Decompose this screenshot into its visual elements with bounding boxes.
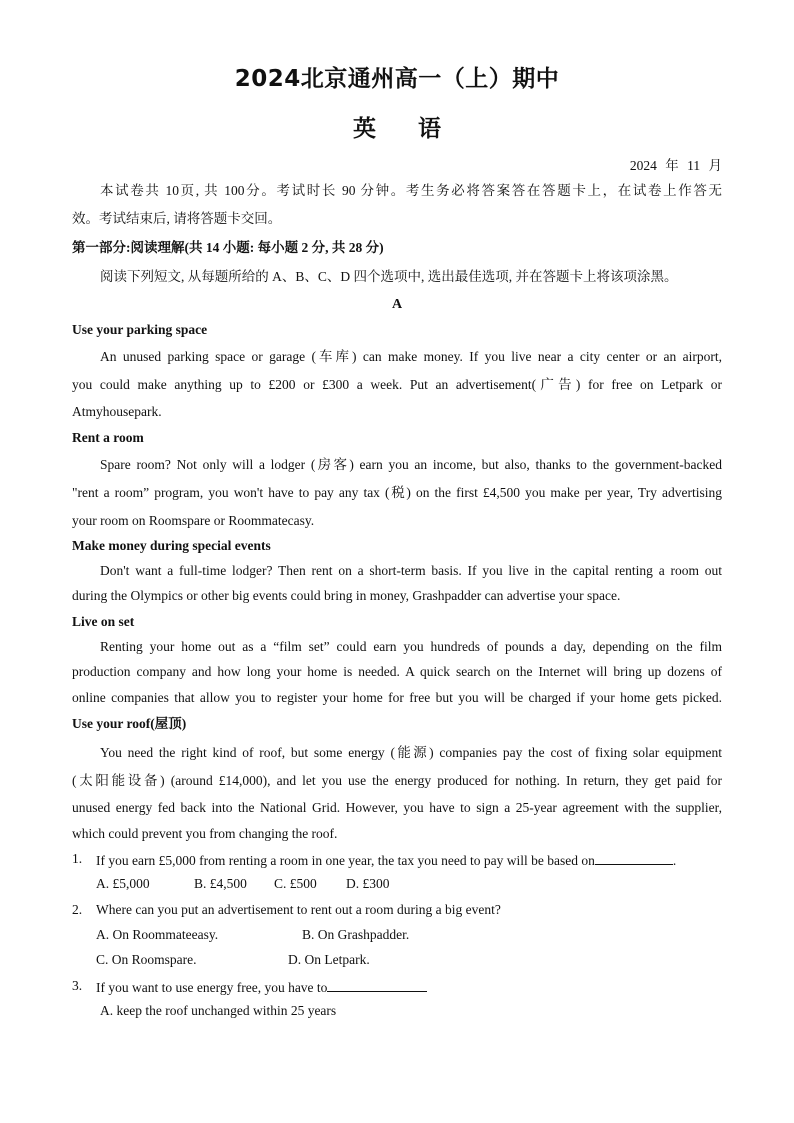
question-stem: If you want to use energy free, you have to	[96, 980, 328, 995]
question-stem: If you earn £5,000 from renting a room in one year, the tax you need to pay will be based on	[96, 853, 595, 868]
intro-line-2: 效。考试结束后, 请将答题卡交回。	[72, 211, 282, 226]
passage-heading: Live on set	[72, 614, 135, 629]
passage-heading: Rent a room	[72, 430, 144, 445]
subject-title: 英语	[353, 116, 483, 142]
option-a: A. On Roommateeasy.	[96, 927, 219, 942]
passage-line: You need the right kind of roof, but some energy (能源) companies pay the cost of fixing solar equipment	[100, 745, 722, 760]
option-b: B. On Grashpadder.	[302, 927, 410, 942]
option-c: C. £500	[274, 876, 317, 891]
question-2-text: Where can you put an advertisement to rent out a room during a big event?	[96, 902, 501, 917]
passage-heading: Make money during special events	[72, 538, 271, 553]
option-a: A. keep the roof unchanged within 25 years	[100, 1003, 337, 1018]
reading-instruction: 阅读下列短文, 从每题所给的 A、B、C、D 四个选项中, 选出最佳选项, 并在答题卡上将该项涂黑。	[100, 269, 678, 284]
exam-date: 2024 年 11 月	[629, 158, 722, 173]
passage-line: online companies that allow you to register your home for free but you will be charged if your home gets picked.	[72, 690, 722, 705]
passage-heading: Use your roof(屋顶)	[72, 716, 187, 731]
passage-line: which could prevent you from changing the roof.	[72, 826, 338, 841]
answer-blank	[327, 977, 427, 992]
section-label: A	[391, 297, 403, 312]
passage-line: you could make anything up to £200 or £300 a week. Put an advertisement(广告) for free on Letpark or	[72, 377, 722, 392]
passage-line: (太阳能设备) (around £14,000), and let you use the energy produced for nothing. In return, they get paid for	[72, 773, 722, 788]
option-d: D. £300	[346, 876, 390, 891]
passage-line: unused energy fed back into the National Grid. However, you have to sign a 25-year agreement with the supplier,	[72, 800, 722, 815]
option-a: A. £5,000	[96, 876, 150, 891]
question-number: 1.	[72, 851, 83, 866]
passage-heading: Use your parking space	[72, 322, 208, 337]
passage-line: An unused parking space or garage (车库) can make money. If you live near a city center or an airport,	[100, 349, 722, 364]
passage-line: production company and how long your home is needed. A quick search on the Internet will bring up dozens of	[72, 664, 722, 679]
option-b: B. £4,500	[194, 876, 247, 891]
question-3-text	[96, 977, 427, 997]
question-number: 2.	[72, 902, 83, 917]
question-1-text	[96, 850, 676, 870]
passage-line: Don't want a full-time lodger? Then rent on a short-term basis. If you live in the capital renting a room out	[100, 563, 722, 578]
answer-blank	[595, 850, 673, 865]
option-c: C. On Roomspare.	[96, 952, 197, 967]
option-d: D. On Letpark.	[288, 952, 370, 967]
passage-line: during the Olympics or other big events could bring in money, Grashpadder can advertise your space.	[72, 588, 621, 603]
intro-line-1: 本试卷共 10页, 共 100分。考试时长 90 分钟。考生务必将答案答在答题卡上，在试卷上作答无	[100, 183, 722, 198]
question-tail: .	[672, 853, 677, 868]
passage-line: your room on Roomspare or Roommatecasy.	[72, 513, 315, 528]
passage-line: Atmyhousepark.	[72, 404, 162, 419]
question-number: 3.	[72, 978, 83, 993]
passage-line: Spare room? Not only will a lodger (房客) earn you an income, but also, thanks to the government-backed	[100, 457, 722, 472]
passage-line: "rent a room” program, you won't have to pay any tax (税) on the first £4,500 you make per year, Try advertising	[72, 485, 722, 500]
part-one-heading: 第一部分:阅读理解(共 14 小题: 每小题 2 分, 共 28 分)	[72, 240, 384, 255]
exam-title: 2024北京通州高一（上）期中	[234, 66, 560, 92]
passage-line: Renting your home out as a “film set” could earn you hundreds of pounds a day, depending on the film	[100, 639, 722, 654]
